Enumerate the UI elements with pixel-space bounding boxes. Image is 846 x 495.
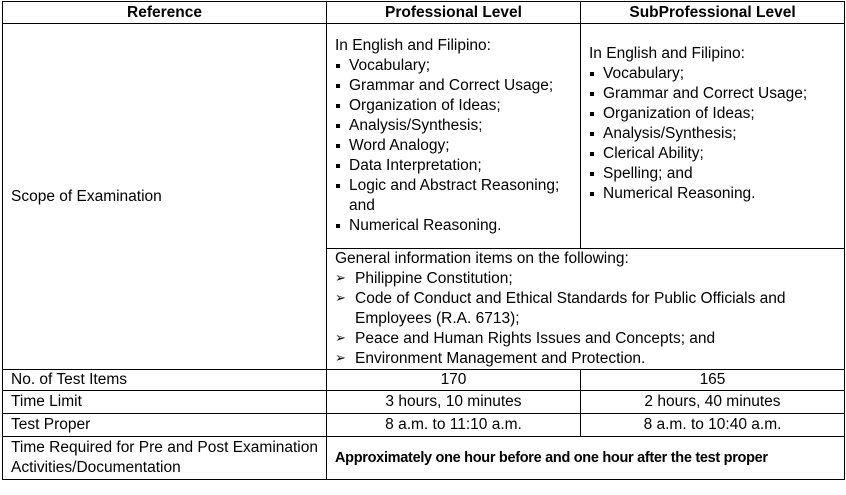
scope-professional-list [335,56,572,236]
test-proper-professional: 8 a.m. to 11:10 a.m. [327,414,581,437]
list-item: Numerical Reasoning. [589,184,836,204]
list-item: Spelling; and [589,164,836,184]
test-items-row [3,370,845,391]
time-limit-row [3,391,845,414]
scope-professional-cell [327,24,581,249]
test-items-professional: 170 [327,370,581,391]
list-item: ➢ Philippine Constitution; [335,269,836,289]
exam-table [2,1,845,480]
scope-subprofessional-intro: In English and Filipino: [589,45,745,62]
scope-subprofessional-cell [581,24,845,249]
pre-post-value: Approximately one hour before and one hour after the test proper [327,437,845,480]
test-proper-subprofessional: 8 a.m. to 10:40 a.m. [581,414,845,437]
header-reference: Reference [3,2,327,24]
list-item: Numerical Reasoning. [335,216,572,236]
list-item: Analysis/Synthesis; [335,116,572,136]
header-subprofessional: SubProfessional Level [581,2,845,24]
scope-professional-intro: In English and Filipino: [335,37,491,54]
general-info-intro: General information items on the following: [335,250,629,267]
general-info-cell [327,249,845,370]
header-professional: Professional Level [327,2,581,24]
list-item: Organization of Ideas; [335,96,572,116]
scope-row [3,24,845,249]
time-limit-label: Time Limit [3,391,327,414]
test-proper-label: Test Proper [3,414,327,437]
list-item: Data Interpretation; [335,156,572,176]
pre-post-row [3,437,845,480]
list-item: Word Analogy; [335,136,572,156]
list-item: Logic and Abstract Reasoning; and [335,176,572,216]
list-item: ➢ Peace and Human Rights Issues and Concepts; and [335,329,836,349]
list-item: Grammar and Correct Usage; [589,84,836,104]
test-items-label: No. of Test Items [3,370,327,391]
general-info-list [335,269,836,369]
time-limit-subprofessional: 2 hours, 40 minutes [581,391,845,414]
list-item: Clerical Ability; [589,144,836,164]
list-item: Organization of Ideas; [589,104,836,124]
list-item: Vocabulary; [335,56,572,76]
pre-post-label: Time Required for Pre and Post Examination Activities/Documentation [3,437,327,480]
test-proper-row [3,414,845,437]
list-item: Vocabulary; [589,64,836,84]
list-item: Grammar and Correct Usage; [335,76,572,96]
scope-subprofessional-list [589,64,836,204]
list-item: ➢ Code of Conduct and Ethical Standards for Public Officials and Employees (R.A. 6713); [335,289,836,329]
scope-label: Scope of Examination [3,24,327,370]
header-row [3,2,845,24]
list-item: Analysis/Synthesis; [589,124,836,144]
time-limit-professional: 3 hours, 10 minutes [327,391,581,414]
list-item: ➢ Environment Management and Protection. [335,349,836,369]
test-items-subprofessional: 165 [581,370,845,391]
